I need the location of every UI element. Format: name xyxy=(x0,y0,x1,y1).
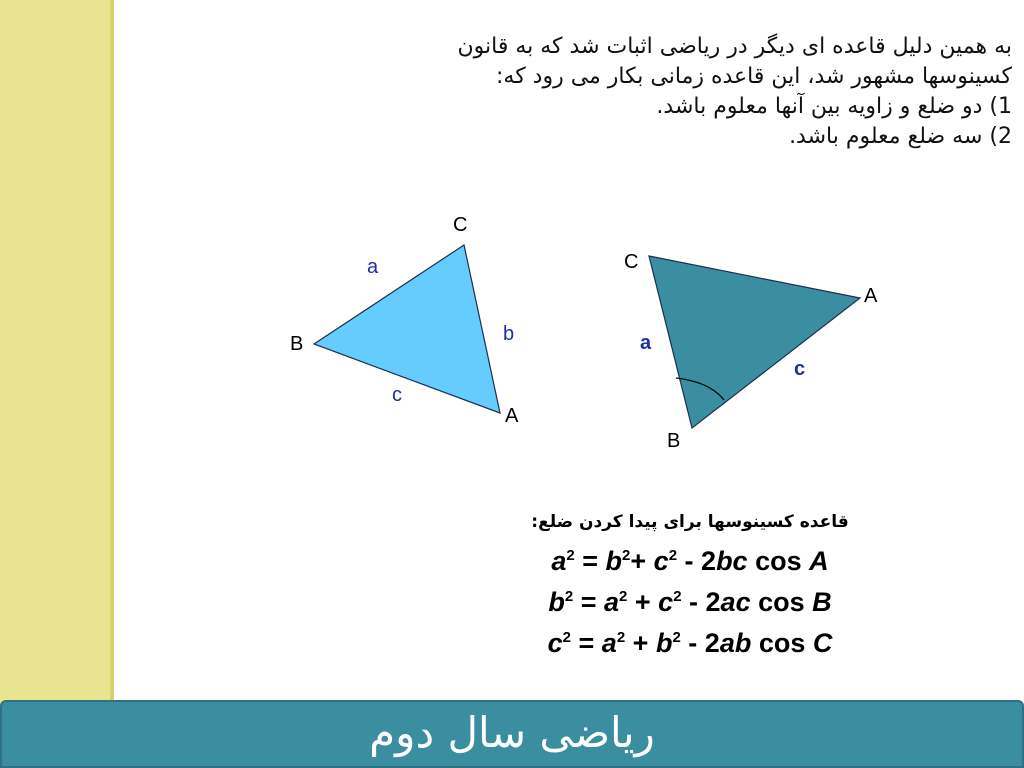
right-vertex-c-label: C xyxy=(624,251,639,273)
formula-symbol: b xyxy=(655,628,673,658)
formula-angle: A xyxy=(809,546,829,576)
formula-operator: + xyxy=(627,587,659,617)
formula-line-1 xyxy=(460,538,920,579)
formula-symbol: b xyxy=(548,587,565,617)
left-vertex-b-label: B xyxy=(290,333,304,355)
formula-symbol: a xyxy=(551,546,567,576)
formula-exponent: 2 xyxy=(616,629,626,646)
footer-title: ریاضی سال دوم xyxy=(369,708,655,757)
formula-exponent: 2 xyxy=(622,547,631,564)
formula-angle: B xyxy=(812,587,832,617)
right-vertex-b-label: B xyxy=(667,430,681,452)
formula-symbol: c xyxy=(547,628,563,658)
formula-line-3 xyxy=(460,620,920,661)
formula-operator: - 2 xyxy=(681,587,721,617)
left-side-c-label: c xyxy=(392,384,402,406)
formula-operator: = xyxy=(571,628,602,658)
left-side-b-label: b xyxy=(503,323,515,345)
paragraph-line: کسینوسها مشهور شد، این قاعده زمانی بکار می رود که: xyxy=(495,64,1012,89)
formula-cos: cos xyxy=(747,546,810,576)
formula-operator: - 2 xyxy=(677,546,717,576)
formula-operator: + xyxy=(630,546,654,576)
left-triangle xyxy=(314,245,500,413)
left-vertex-c-label: C xyxy=(453,214,468,236)
formula-symbol: a xyxy=(604,587,620,617)
formula-exponent: 2 xyxy=(668,547,678,564)
paragraph-line: 1) دو ضلع و زاویه بین آنها معلوم باشد. xyxy=(656,94,1012,119)
formula-cos: cos xyxy=(750,587,813,617)
formula-symbol: ab xyxy=(719,628,752,658)
formula-symbol: c xyxy=(658,587,674,617)
formula-operator: + xyxy=(625,628,656,658)
formula-exponent: 2 xyxy=(562,629,572,646)
paragraph-line: به همین دلیل قاعده ای دیگر در ریاضی اثبات شد که به قانون xyxy=(457,34,1012,59)
formula-symbol: ac xyxy=(720,587,751,617)
formula-cos: cos xyxy=(751,628,813,658)
left-side-a-label: a xyxy=(367,256,379,278)
formula-symbol: b xyxy=(605,546,623,576)
formula-title: قاعده کسینوسها برای پیدا کردن ضلع: xyxy=(531,512,849,532)
formula-operator: = xyxy=(573,587,604,617)
right-triangle xyxy=(649,256,860,428)
formula-exponent: 2 xyxy=(566,547,575,564)
formula-operator: - 2 xyxy=(680,628,720,658)
left-vertex-a-label: A xyxy=(505,405,519,427)
right-side-c-label: c xyxy=(794,358,806,380)
formula-exponent: 2 xyxy=(673,588,682,605)
formula-operator: = xyxy=(574,546,606,576)
formula-exponent: 2 xyxy=(672,629,681,646)
formula-exponent: 2 xyxy=(564,588,574,605)
formula-line-2 xyxy=(460,579,920,620)
footer-banner xyxy=(0,700,1024,768)
right-vertex-a-label: A xyxy=(864,285,878,307)
formula-exponent: 2 xyxy=(619,588,628,605)
formula-symbol: a xyxy=(601,628,617,658)
paragraph-line: 2) سه ضلع معلوم باشد. xyxy=(789,124,1012,149)
formula-symbol: bc xyxy=(716,546,748,576)
cosine-law-block xyxy=(460,512,920,661)
formula-symbol: c xyxy=(653,546,669,576)
formula-angle: C xyxy=(812,628,833,658)
right-side-a-label: a xyxy=(640,332,652,354)
